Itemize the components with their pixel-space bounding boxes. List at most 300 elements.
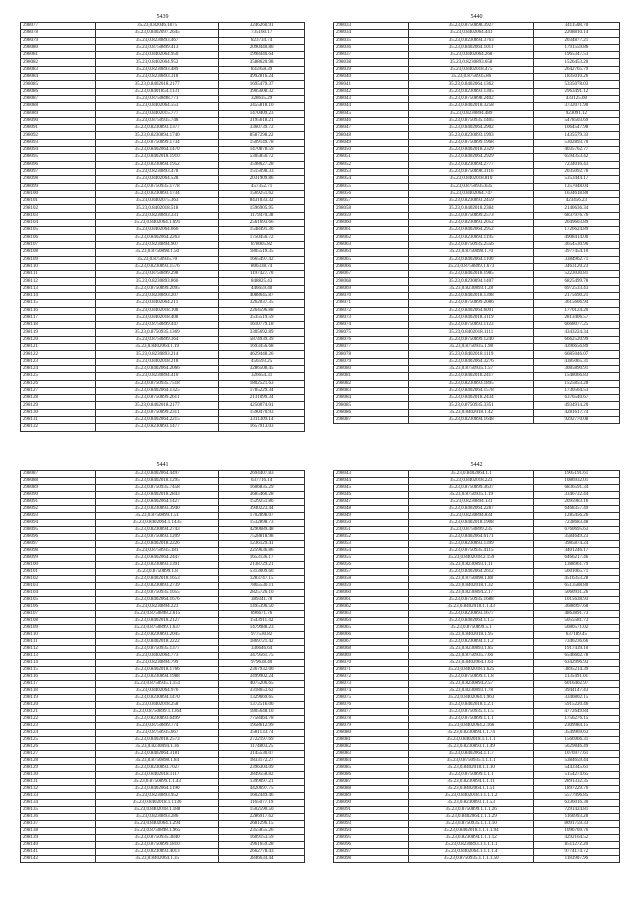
coordinate-cell: 35.23,0.8402064.1676 [95, 597, 218, 604]
row-id-cell: 298066 [334, 632, 409, 639]
table-row [334, 241, 620, 248]
table-row [334, 800, 620, 807]
coordinate-cell: 35.23,0.8230893.3940 [95, 506, 218, 513]
value-cell: 1805648.10 [219, 709, 305, 716]
value-cell: 1726624.89 [533, 227, 619, 234]
value-cell: 1569251.62 [219, 190, 305, 197]
value-cell: 6972533.43 [533, 285, 619, 292]
value-cell: 7291424.81 [533, 807, 619, 814]
value-cell: 6468357.49 [533, 506, 619, 513]
coordinate-cell: 35.23,0.8402064.976 [95, 688, 218, 695]
value-cell: 3961659.28 [219, 842, 305, 849]
row-id-cell: 298080 [21, 44, 96, 51]
table-row [334, 358, 620, 365]
row-id-cell: 298064 [334, 618, 409, 625]
coordinate-cell: 35.23,0.8402018.1.32 [409, 583, 533, 590]
value-cell: 3549969.63 [533, 730, 619, 737]
value-cell: 5915220.46 [533, 702, 619, 709]
coordinate-cell: 35.23,0.8230894.1988 [95, 674, 218, 681]
value-cell: 1399097.21 [219, 779, 305, 786]
coordinate-cell: 35.23,0.8402064.1.1.1.1.4 [409, 849, 533, 856]
row-id-cell: 298142 [21, 856, 96, 863]
coordinate-cell: 35.23,0.8750899.1.51 [95, 513, 218, 520]
coordinate-cell: 35.23,0.8230894.1470 [95, 695, 218, 702]
row-id-cell: 298059 [334, 583, 409, 590]
value-cell: 4396656.89 [533, 344, 619, 351]
row-id-cell: 298049 [334, 513, 409, 520]
row-id-cell: 298052 [334, 161, 409, 168]
table-row [334, 590, 620, 597]
row-id-cell: 298127 [21, 751, 96, 758]
coordinate-cell: 35.23,0.8230894.131 [409, 499, 533, 506]
coordinate-cell: 35.23,0.8750935.70 [95, 256, 218, 263]
value-cell: 7234016.43 [533, 161, 619, 168]
row-id-cell: 298063 [334, 611, 409, 618]
row-id-cell: 298108 [21, 249, 96, 256]
row-id-cell: 298079 [334, 723, 409, 730]
table-row [21, 506, 305, 513]
value-cell: 1197427.70 [219, 271, 305, 278]
table-row [21, 402, 305, 409]
coordinate-cell: 35.23,0.8230893.1399 [409, 541, 533, 548]
coordinate-cell: 35.23,0.8750899.1968 [409, 139, 533, 146]
table-row [21, 300, 305, 307]
table-row [21, 751, 305, 758]
table-row [334, 625, 620, 632]
table-row [334, 300, 620, 307]
value-cell: 3455818.10 [219, 103, 305, 110]
value-cell: 6837976.76 [533, 212, 619, 219]
value-cell: 2034877.21 [533, 37, 619, 44]
value-cell: 1785229.34 [219, 387, 305, 394]
value-cell: 1509149.78 [219, 139, 305, 146]
coordinate-cell: 35.23,0.8230893.1576 [95, 263, 218, 270]
coordinate-cell: 35.23,0.8230893.6499 [95, 716, 218, 723]
row-id-cell: 298082 [21, 59, 96, 66]
table-row [334, 125, 620, 132]
coordinate-cell: 35.23,0.8750935.7458 [95, 485, 218, 492]
value-cell: 637189.45 [533, 632, 619, 639]
row-id-cell: 298040 [334, 74, 409, 81]
value-cell: 1756276.15 [533, 716, 619, 723]
row-id-cell: 298137 [21, 821, 96, 828]
table-row [334, 709, 620, 716]
row-id-cell: 298088 [21, 103, 96, 110]
row-id-cell: 298067 [334, 639, 409, 646]
value-cell: 1372516.06 [219, 702, 305, 709]
value-cell: 1283747.15 [219, 576, 305, 583]
row-id-cell: 298050 [334, 520, 409, 527]
value-cell: 3479561.75 [219, 653, 305, 660]
coordinate-cell: 35.23,0.8402064.1.64 [409, 660, 533, 667]
row-id-cell: 298115 [21, 300, 96, 307]
value-cell: 1610779.18 [219, 322, 305, 329]
table-row [334, 807, 620, 814]
table-row [21, 590, 305, 597]
coordinate-cell: 35.23,0.8230894.1407 [409, 278, 533, 285]
row-id-cell: 298112 [21, 278, 96, 285]
table-row [334, 95, 620, 102]
coordinate-cell: 35.23,0.8750898.1.965 [95, 828, 218, 835]
coordinate-cell: 35.23,0.8230894.1648 [409, 417, 533, 424]
row-id-cell: 298102 [21, 205, 96, 212]
row-id-cell: 298046 [334, 117, 409, 124]
row-id-cell: 298058 [334, 205, 409, 212]
coordinate-cell: 35.23,0.8230894.3763 [409, 37, 533, 44]
table-row [21, 307, 305, 314]
value-cell: 1479988.23 [219, 625, 305, 632]
coordinate-cell: 35.23,0.8402018.2222 [95, 639, 218, 646]
coordinate-cell: 35.23,0.8402018.1111 [409, 329, 533, 336]
row-id-cell: 298076 [334, 702, 409, 709]
coordinate-cell: 35.23,0.8750899.1.1.1.26 [409, 807, 533, 814]
value-cell: 806338.74 [219, 263, 305, 270]
value-cell: 1596905.95 [219, 205, 305, 212]
coordinate-cell: 35.23,0.8230894.799 [95, 660, 218, 667]
value-cell: 4281617.74 [533, 409, 619, 416]
row-id-cell: 298118 [21, 322, 96, 329]
coordinate-cell: 35.23,0.8402064.1.1.5 [409, 618, 533, 625]
table-row [334, 569, 620, 576]
coordinate-cell: 35.23,0.8750935.2556 [409, 241, 533, 248]
value-cell: 6336016.30 [533, 800, 619, 807]
table-row [334, 220, 620, 227]
value-cell: 4420697.75 [219, 786, 305, 793]
row-id-cell: 298103 [21, 583, 96, 590]
table-row [334, 176, 620, 183]
coordinate-cell: 35.23,0.8230893.1477 [95, 424, 218, 431]
value-cell: 1965347.53 [533, 52, 619, 59]
row-id-cell: 298125 [21, 373, 96, 380]
value-cell: 3688997.68 [533, 604, 619, 611]
row-id-cell: 298121 [21, 344, 96, 351]
value-cell: 6466217.46 [533, 555, 619, 562]
table-row [334, 779, 620, 786]
table-row [21, 117, 305, 124]
table-row [21, 198, 305, 205]
row-id-cell: 298116 [21, 674, 96, 681]
value-cell: 433125.60 [533, 95, 619, 102]
coordinate-cell: 35.23,0.8402018.2.159 [409, 555, 533, 562]
table-row [334, 527, 620, 534]
row-id-cell: 298114 [21, 660, 96, 667]
value-cell: 735160.17 [219, 30, 305, 37]
row-id-cell: 298126 [21, 744, 96, 751]
row-id-cell: 298069 [334, 285, 409, 292]
coordinate-cell: 35.23,0.8230893.1993 [409, 132, 533, 139]
value-cell: 1526453.20 [533, 59, 619, 66]
row-id-cell: 298041 [334, 81, 409, 88]
panel-title: 5439 [156, 14, 169, 20]
coordinate-cell: 35.23,0.8230893.1305 [409, 88, 533, 95]
row-id-cell: 298079 [21, 37, 96, 44]
table-row [334, 263, 620, 270]
coordinate-cell: 35.23,0.8750899.298 [95, 271, 218, 278]
row-id-cell: 298048 [334, 132, 409, 139]
coordinate-cell: 35.23,0.8402018.1.1.1.1 [409, 737, 533, 744]
coordinate-cell: 35.23,0.8402064.1190 [95, 786, 218, 793]
coordinate-cell: 35.23,0.8402064.1.1435 [95, 520, 218, 527]
coordinate-cell: 35.23,0.8230893.214 [95, 351, 218, 358]
value-cell: 3654530.96 [533, 241, 619, 248]
table-row [21, 44, 305, 51]
value-cell: 1590470.93 [219, 409, 305, 416]
coordinate-cell: 35.23,0.8402064.2.166 [409, 723, 533, 730]
table-row [21, 110, 305, 117]
table-row [334, 667, 620, 674]
row-id-cell: 298097 [21, 168, 96, 175]
table-row [21, 66, 305, 73]
table-row [21, 772, 305, 779]
value-cell: 9774174.72 [533, 849, 619, 856]
value-cell: 4629448.26 [219, 351, 305, 358]
coordinate-cell: 35.23,0.8402064.2612 [409, 569, 533, 576]
value-cell: 1730564.53 [533, 387, 619, 394]
table-panel-5441 [20, 462, 305, 863]
coordinate-cell: 35.23,0.8402018.218 [95, 358, 218, 365]
table-row [21, 409, 305, 416]
value-cell: 2355855.26 [219, 828, 305, 835]
coordinate-cell: 35.23,0.8750899.1.673 [409, 263, 533, 270]
coordinate-cell: 35.23,0.8750898.1.70 [409, 249, 533, 256]
coordinate-cell: 35.23,0.8402064.2287 [409, 506, 533, 513]
row-id-cell: 298121 [21, 709, 96, 716]
coordinate-cell: 35.23,0.8230893.1.1.53 [409, 800, 533, 807]
table-panel-5442 [333, 462, 620, 863]
table-row [21, 23, 305, 30]
row-id-cell: 298089 [21, 485, 96, 492]
table-row [334, 520, 620, 527]
value-cell: 423456.23 [533, 198, 619, 205]
table-row [334, 249, 620, 256]
table-row [334, 576, 620, 583]
row-id-cell: 298134 [21, 800, 96, 807]
table-row [334, 227, 620, 234]
value-cell: 5629846.49 [533, 744, 619, 751]
coordinate-cell: 35.23,0.8750899.1.1.8 [409, 674, 533, 681]
value-cell: 1525853.28 [533, 380, 619, 387]
value-cell: 6016402.97 [533, 681, 619, 688]
value-cell: 8587298.22 [219, 132, 305, 139]
row-id-cell: 298098 [21, 548, 96, 555]
table-row [334, 110, 620, 117]
table-panel-5440 [333, 14, 620, 424]
row-id-cell: 298062 [334, 604, 409, 611]
table-row [21, 765, 305, 772]
table-row [21, 395, 305, 402]
row-id-cell: 298099 [21, 183, 96, 190]
coordinate-cell: 35.23,0.8402018.223 [409, 478, 533, 485]
value-cell: 4934914.20 [533, 402, 619, 409]
value-cell: 3615606.94 [533, 300, 619, 307]
coordinate-cell: 35.23,0.8402064.2929 [409, 154, 533, 161]
row-id-cell: 298111 [21, 639, 96, 646]
row-id-cell: 298050 [334, 147, 409, 154]
coordinate-cell: 35.23,0.8402064.6171 [409, 534, 533, 541]
table-row [334, 849, 620, 856]
value-cell: 6546602.78 [533, 653, 619, 660]
row-id-cell: 298063 [334, 241, 409, 248]
row-id-cell: 298061 [334, 597, 409, 604]
row-id-cell: 298103 [21, 212, 96, 219]
table-row [334, 271, 620, 278]
row-id-cell: 298065 [334, 256, 409, 263]
row-id-cell: 298037 [334, 52, 409, 59]
value-cell: 1470878.59 [219, 147, 305, 154]
table-row [21, 723, 305, 730]
row-id-cell: 298098 [334, 856, 409, 863]
table-row [21, 611, 305, 618]
table-row [334, 336, 620, 343]
coordinate-cell: 35.23,0.8750899.1.1.1 [409, 716, 533, 723]
row-id-cell: 298058 [334, 576, 409, 583]
coordinate-cell: 35.23,0.8230894.2777 [409, 161, 533, 168]
coordinate-cell: 35.23,0.8750899.413 [95, 44, 218, 51]
row-id-cell: 298033 [334, 23, 409, 30]
table-row [334, 513, 620, 520]
value-cell: 4516353.28 [533, 576, 619, 583]
coordinate-cell: 35.23,0.8402064.211 [95, 300, 218, 307]
row-id-cell: 298084 [334, 395, 409, 402]
coordinate-cell: 35.23,0.8402064.2066 [95, 365, 218, 372]
coordinate-cell: 35.23,0.8402064.4497 [95, 471, 218, 478]
table-row [21, 548, 305, 555]
value-cell: 2722197.69 [219, 737, 305, 744]
row-id-cell: 298097 [334, 849, 409, 856]
row-id-cell: 298115 [21, 667, 96, 674]
row-id-cell: 298122 [21, 351, 96, 358]
value-cell: 1183907.96 [533, 856, 619, 863]
table-row [334, 117, 620, 124]
table-row [334, 842, 620, 849]
row-id-cell: 298087 [21, 471, 96, 478]
coordinate-cell: 35.23,0.8750899.235 [409, 527, 533, 534]
table-row [21, 618, 305, 625]
row-id-cell: 298117 [21, 314, 96, 321]
coordinate-cell: 35.23,0.8750935.1055 [95, 590, 218, 597]
table-row [334, 183, 620, 190]
value-cell: 3849558.82 [219, 772, 305, 779]
value-cell: 2681296.15 [219, 821, 305, 828]
row-id-cell: 298104 [21, 220, 96, 227]
row-id-cell: 298096 [21, 534, 96, 541]
table-row [334, 695, 620, 702]
row-id-cell: 298074 [334, 688, 409, 695]
row-id-cell: 298070 [334, 292, 409, 299]
value-cell: 2286917.62 [219, 814, 305, 821]
value-cell: 4292164.52 [533, 835, 619, 842]
table-row [334, 716, 620, 723]
table-row [21, 716, 305, 723]
coordinate-cell: 35.23,0.8402018.810 [409, 176, 533, 183]
table-row [334, 681, 620, 688]
row-id-cell: 298053 [334, 541, 409, 548]
table-row [334, 256, 620, 263]
coordinate-cell: 35.23,0.8402018.2177 [95, 81, 218, 88]
value-cell: 1805519.35 [219, 249, 305, 256]
value-cell: 2131099.34 [219, 395, 305, 402]
row-id-cell: 298046 [334, 492, 409, 499]
table-row [21, 125, 305, 132]
value-cell: 2963491.12 [533, 88, 619, 95]
coordinate-cell: 35.23,0.8402018.3119 [409, 314, 533, 321]
row-id-cell: 298086 [334, 772, 409, 779]
row-id-cell: 298036 [334, 44, 409, 51]
table-row [21, 329, 305, 336]
table-row [21, 212, 305, 219]
row-id-cell: 298105 [21, 597, 96, 604]
table-row [21, 555, 305, 562]
table-row [21, 285, 305, 292]
coordinate-cell: 35.23,0.8750899.2086 [409, 300, 533, 307]
table-row [21, 380, 305, 387]
row-id-cell: 298091 [334, 807, 409, 814]
coordinate-cell: 35.23,0.8402018.1.1.1.1.94 [409, 828, 533, 835]
table-row [334, 344, 620, 351]
coordinate-cell: 35.23,0.8230893.4013 [95, 849, 218, 856]
value-cell: 637716.14 [219, 478, 305, 485]
row-id-cell: 298090 [21, 117, 96, 124]
value-cell: 5055581.73 [533, 618, 619, 625]
table-row [21, 786, 305, 793]
row-id-cell: 298068 [334, 646, 409, 653]
value-cell: 5305856.72 [219, 154, 305, 161]
row-id-cell: 298089 [334, 793, 409, 800]
row-id-cell: 298123 [21, 723, 96, 730]
row-id-cell: 298077 [21, 23, 96, 30]
value-cell: 2264596.88 [219, 307, 305, 314]
value-cell: 3905608.32 [219, 88, 305, 95]
table-row [334, 212, 620, 219]
table-row [21, 688, 305, 695]
table-row [21, 597, 305, 604]
coordinate-cell: 35.23,0.8402018.518 [95, 205, 218, 212]
table-row [21, 249, 305, 256]
coordinate-cell: 35.23,0.8402018.2417 [409, 373, 533, 380]
row-id-cell: 298122 [21, 716, 96, 723]
row-id-cell: 298100 [21, 562, 96, 569]
coordinate-cell: 35.23,0.8402064.1.1 [409, 471, 533, 478]
value-cell: 3940223.44 [219, 506, 305, 513]
coordinate-cell: 35.23,0.8750899.2611 [95, 395, 218, 402]
row-id-cell: 298060 [334, 220, 409, 227]
value-cell: 1502590.50 [219, 807, 305, 814]
table-row [334, 52, 620, 59]
row-id-cell: 298075 [334, 329, 409, 336]
coordinate-cell: 35.23,0.8230893.658 [409, 59, 533, 66]
row-id-cell: 298091 [21, 499, 96, 506]
table-row [21, 176, 305, 183]
table-row [21, 234, 305, 241]
value-cell: 1750456.72 [219, 234, 305, 241]
table-row [334, 562, 620, 569]
coordinate-cell: 35.23,0.8230893.1.1.1.1.1 [409, 842, 533, 849]
value-cell: 457352.71 [219, 183, 305, 190]
value-cell: 6513588.80 [533, 583, 619, 590]
value-cell: 896671.76 [219, 611, 305, 618]
coordinate-cell: 35.23,0.8402064.952 [95, 59, 218, 66]
coordinate-cell: 35.23,0.8402018.2127 [95, 618, 218, 625]
table-row [334, 74, 620, 81]
coordinate-cell: 35.23,0.8230894.1.1.11 [409, 779, 533, 786]
coordinate-cell: 35.23,0.8750935.1377 [95, 646, 218, 653]
table-row [334, 541, 620, 548]
row-id-cell: 298100 [21, 190, 96, 197]
row-id-cell: 298089 [21, 110, 96, 117]
value-cell: 1897229.76 [533, 786, 619, 793]
coordinate-cell: 35.23,0.8230893.1.11 [409, 562, 533, 569]
row-id-cell: 298109 [21, 625, 96, 632]
